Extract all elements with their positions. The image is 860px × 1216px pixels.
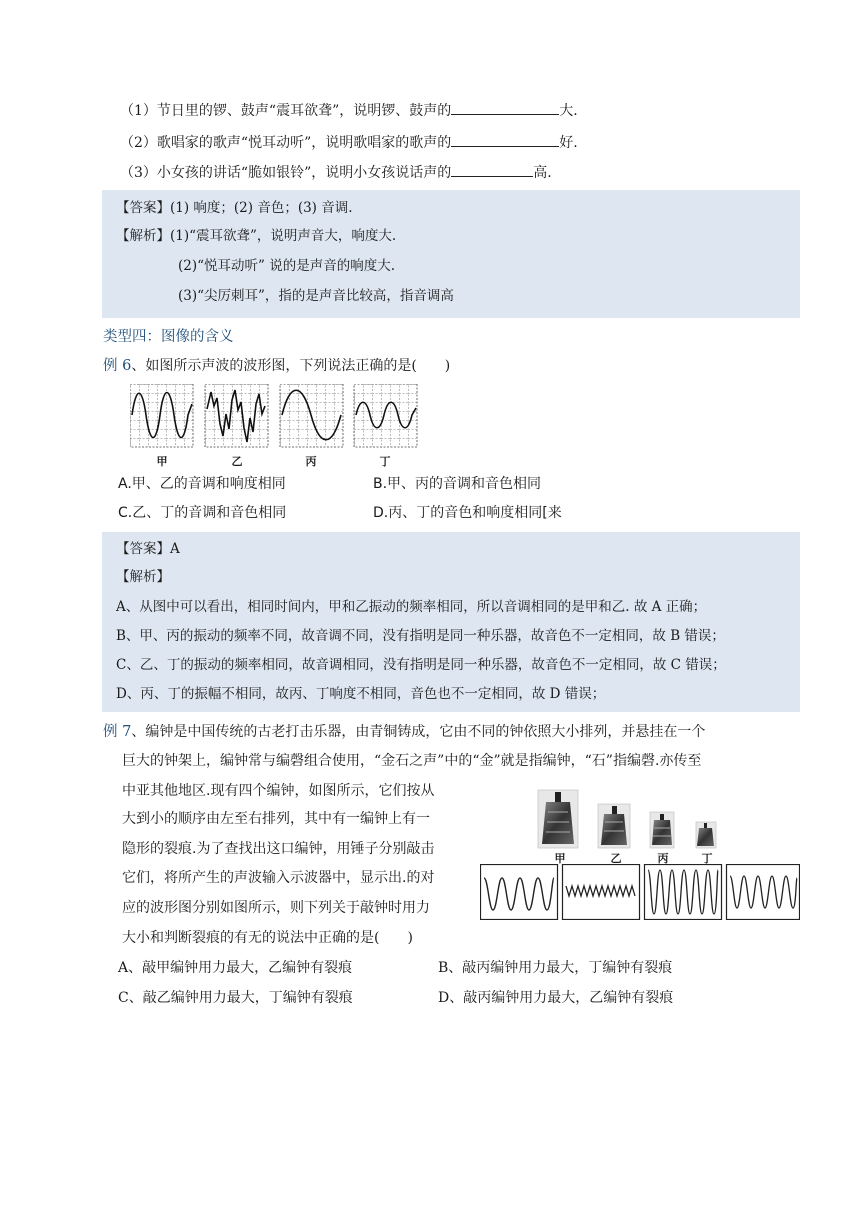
ex7-line-6: 它们，将所产生的声波输入示波器中，显示出.的对	[122, 870, 435, 886]
q5-analysis-2: (2)“悦耳动听” 说的是声音的响度大.	[178, 258, 396, 274]
bell-caption-jia: 甲	[554, 852, 566, 865]
ex7-option-d: D、敲丙编钟用力最大，乙编钟有裂痕	[438, 990, 674, 1006]
ex6-question	[103, 356, 450, 376]
ex7-line-2: 巨大的钟架上，编钟常与编磬组合使用，“金石之声”中的“金”就是指编钟，“石”指编磬.亦传至	[122, 753, 702, 769]
q5-line-2-end: 好.	[559, 135, 578, 151]
bell-caption-bing: 丙	[657, 852, 669, 865]
ex7-line-5: 隐形的裂痕.为了查找出这口编钟，用锤子分别敲击	[122, 841, 435, 857]
ex6-caption-jia: 甲	[156, 455, 168, 468]
ex6-analysis-c: C、乙、丁的振动的频率相同，故音调相同，没有指明是同一种乐器，故音色不一定相同，故 C 错误；	[116, 657, 726, 673]
oscilloscope-figure	[480, 864, 800, 920]
ex7-line-7: 应的波形图分别如图所示，则下列关于敲钟时用力	[122, 900, 430, 916]
ex7-line-8: 大小和判断裂痕的有无的说法中正确的是( )	[122, 930, 413, 946]
ex6-analysis-d: D、丙、丁的振幅不相同，故丙、丁响度不相同，音色也不一定相同，故 D 错误；	[116, 686, 606, 702]
ex6-question-text: 、如图所示声波的波形图，下列说法正确的是( )	[131, 358, 451, 374]
ex7-line-1	[103, 722, 705, 742]
osc-wave-yi	[563, 865, 640, 920]
q5-line-2	[120, 132, 578, 153]
ex7-line-3: 中亚其他地区.现有四个编钟，如图所示，它们按从	[122, 783, 435, 799]
ex7-option-a: A、敲甲编钟用力最大，乙编钟有裂痕	[118, 960, 353, 976]
ex6-option-a: A.甲、乙的音调和响度相同	[118, 476, 286, 492]
bell-bing-icon	[650, 812, 674, 848]
ex6-analysis-title: 【解析】	[116, 569, 170, 585]
ex7-label: 例 7	[103, 724, 132, 740]
ex6-caption-ding: 丁	[379, 455, 391, 468]
ex7-line-1-text: 、编钟是中国传统的古老打击乐器，由青铜铸成，它由不同的钟依照大小排列，并悬挂在一个	[131, 724, 706, 740]
ex6-analysis-a: A、从图中可以看出，相同时间内，甲和乙振动的频率相同，所以音调相同的是甲和乙. 故 A 正确；	[116, 599, 707, 615]
q5-answer: 【答案】(1) 响度；(2) 音色；(3) 音调.	[116, 200, 353, 216]
bell-yi-icon	[598, 804, 630, 848]
ex6-waveform-figure	[130, 384, 420, 452]
bell-caption-ding: 丁	[701, 852, 713, 865]
q5-line-1	[120, 100, 578, 121]
bell-jia-icon	[538, 790, 578, 848]
waveform-bing	[280, 384, 343, 447]
blank-1	[451, 100, 559, 115]
ex6-answer: 【答案】A	[116, 541, 180, 557]
q5-line-3	[120, 162, 552, 183]
osc-wave-bing	[645, 865, 722, 920]
ex7-option-c: C、敲乙编钟用力最大，丁编钟有裂痕	[118, 990, 353, 1006]
ex6-caption-bing: 丙	[305, 455, 317, 468]
ex6-option-d: D.丙、丁的音色和响度相同[来	[373, 505, 562, 521]
ex6-analysis-b: B、甲、丙的振动的频率不同，故音调不同，没有指明是同一种乐器，故音色不一定相同，故 B 错误；	[116, 628, 725, 644]
q5-analysis-3: (3)“尖厉刺耳”，指的是声音比较高，指音调高	[178, 288, 454, 304]
q5-line-1-end: 大.	[559, 103, 578, 119]
waveform-ding	[354, 384, 417, 447]
ex7-option-b: B、敲丙编钟用力最大，丁编钟有裂痕	[438, 960, 673, 976]
bell-caption-yi: 乙	[610, 852, 622, 865]
waveform-yi	[205, 384, 268, 447]
q5-line-3-text: （3）小女孩的讲话“脆如银铃”，说明小女孩说话声的	[120, 165, 452, 181]
q5-line-1-text: （1）节日里的锣、鼓声“震耳欲聋”，说明锣、鼓声的	[120, 103, 452, 119]
bell-ding-icon	[696, 822, 716, 848]
osc-wave-ding	[727, 865, 800, 920]
blank-2	[451, 132, 559, 147]
ex6-label: 例 6	[103, 358, 132, 374]
ex6-option-b: B.甲、丙的音调和音色相同	[373, 476, 542, 492]
bells-figure	[530, 788, 730, 850]
ex6-caption-yi: 乙	[231, 455, 243, 468]
ex7-line-4: 大到小的顺序由左至右排列，其中有一编钟上有一	[122, 811, 430, 827]
type4-heading: 类型四：图像的含义	[103, 329, 234, 345]
q5-analysis-1: 【解析】(1)“震耳欲聋”，说明声音大，响度大.	[116, 228, 397, 244]
blank-3	[451, 162, 533, 177]
waveform-jia	[130, 384, 193, 447]
osc-wave-jia	[481, 865, 558, 920]
ex6-option-c: C.乙、丁的音调和音色相同	[118, 505, 287, 521]
q5-line-2-text: （2）歌唱家的歌声“悦耳动听”，说明歌唱家的歌声的	[120, 135, 452, 151]
q5-line-3-end: 高.	[533, 165, 552, 181]
